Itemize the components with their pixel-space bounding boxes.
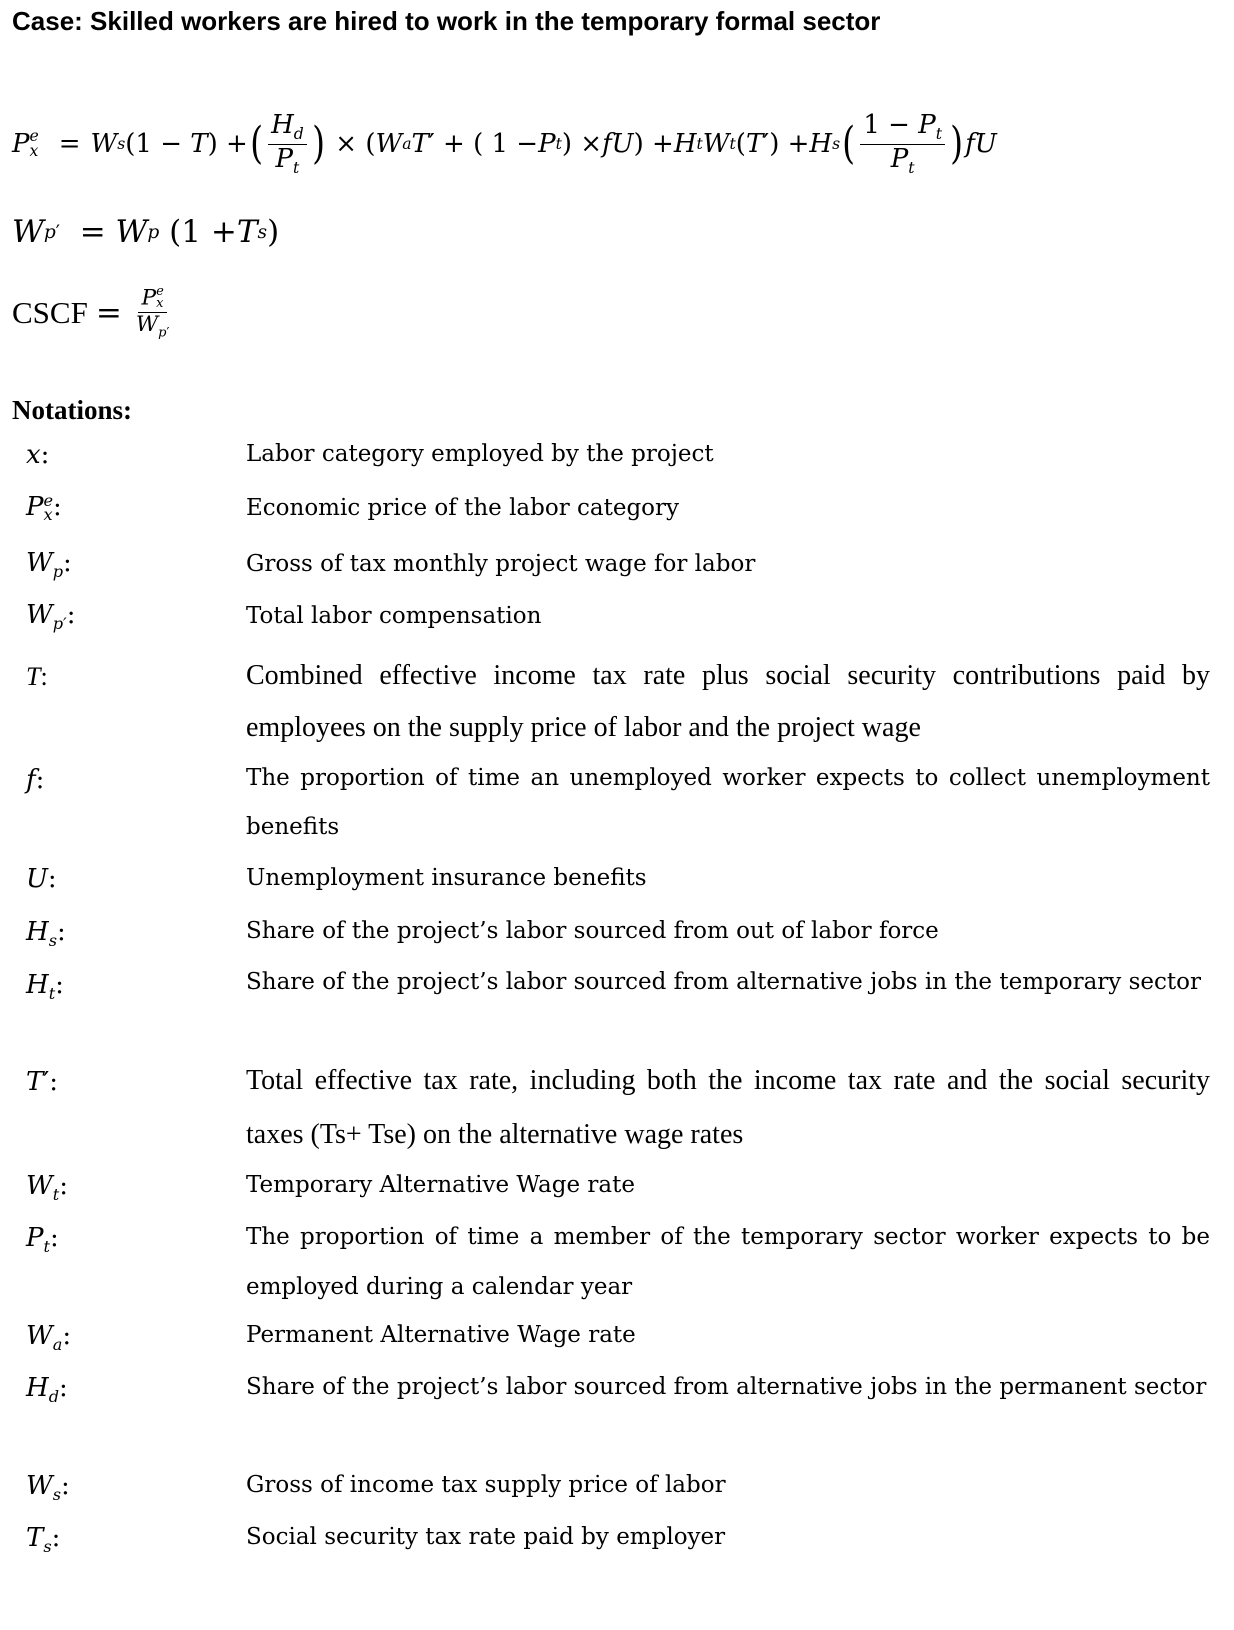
notation-desc-x: Labor category employed by the project [246,441,714,467]
notation-desc-f: The proportion of time an unemployed worker expects to collect unemployment benefits [246,765,1210,840]
total-compensation-formula: W p′ = W p (1 + T s ) [12,214,280,250]
symbol-t: T: [26,662,48,691]
symbol-wa: $W_a$: [26,1321,72,1355]
symbol-ht: $H_t$: [26,970,64,1004]
symbol-wp: $W_p$: [26,548,72,582]
notation-desc-hs: Share of the project’s labor sourced from out of labor force [246,918,939,944]
symbol-wt: $W_t$: [26,1171,68,1205]
cscf-label: CSCF [12,294,88,330]
symbol-f: f: [26,765,45,795]
notation-desc-ws: Gross of income tax supply price of labor [246,1472,726,1498]
symbol-ws: $W_s$: [26,1471,70,1505]
notation-desc-t-prime: Total effective tax rate, including both the income tax rate and the social security taxes (Ts+ Tse) on the alternative wage rates [246,1065,1210,1150]
notation-desc-ts: Social security tax rate paid by employer [246,1524,726,1550]
symbol-pxe: P e x : [26,490,62,524]
notation-desc-hd: Share of the project’s labor sourced from alternative jobs in the permanent sector [246,1374,1207,1400]
notation-desc-pt: The proportion of time a member of the temporary sector worker expects to be employed during a calendar year [246,1224,1210,1300]
page-title: Case: Skilled workers are hired to work in the temporary formal sector [12,6,881,36]
notation-desc-wa: Permanent Alternative Wage rate [246,1322,636,1348]
symbol-x: x: [26,440,50,470]
symbol-hd: $H_d$: [26,1373,68,1407]
notation-desc-pxe: Economic price of the labor category [246,495,680,521]
notation-desc-wt: Temporary Alternative Wage rate [246,1172,635,1198]
economic-price-formula: P e x = W s (1 − T ) + ( $\frac{H_d}{P_t}$ ) × ( W a T ′ + ( 1 − P t ) × fU ) + H t W t ( T ′) + H s ( $\frac{1 - P_t}{P_t}$ ) fU [12,110,997,177]
symbol-pt: $P_t$: [26,1223,59,1257]
symbol-t-prime: T′: [26,1067,59,1097]
notation-desc-wp: Gross of tax monthly project wage for labor [246,551,756,577]
notations-heading: Notations: [12,395,132,425]
symbol-wp-prime: $W_{p'}$: [26,600,76,634]
notation-desc-u: Unemployment insurance benefits [246,865,647,891]
notation-desc-ht: Share of the project’s labor sourced from alternative jobs in the temporary sector [246,969,1201,995]
cscf-formula: CSCF = P e x $W_{p'}$ [12,284,170,341]
symbol-ts: $T_s$: [26,1523,61,1557]
symbol-hs: $H_s$: [26,917,66,951]
notation-desc-wp-prime: Total labor compensation [246,603,542,629]
notation-desc-t: Combined effective income tax rate plus social security contributions paid by employees on the supply price of labor and the project wage [246,660,1210,743]
symbol-u: U: [26,864,57,894]
